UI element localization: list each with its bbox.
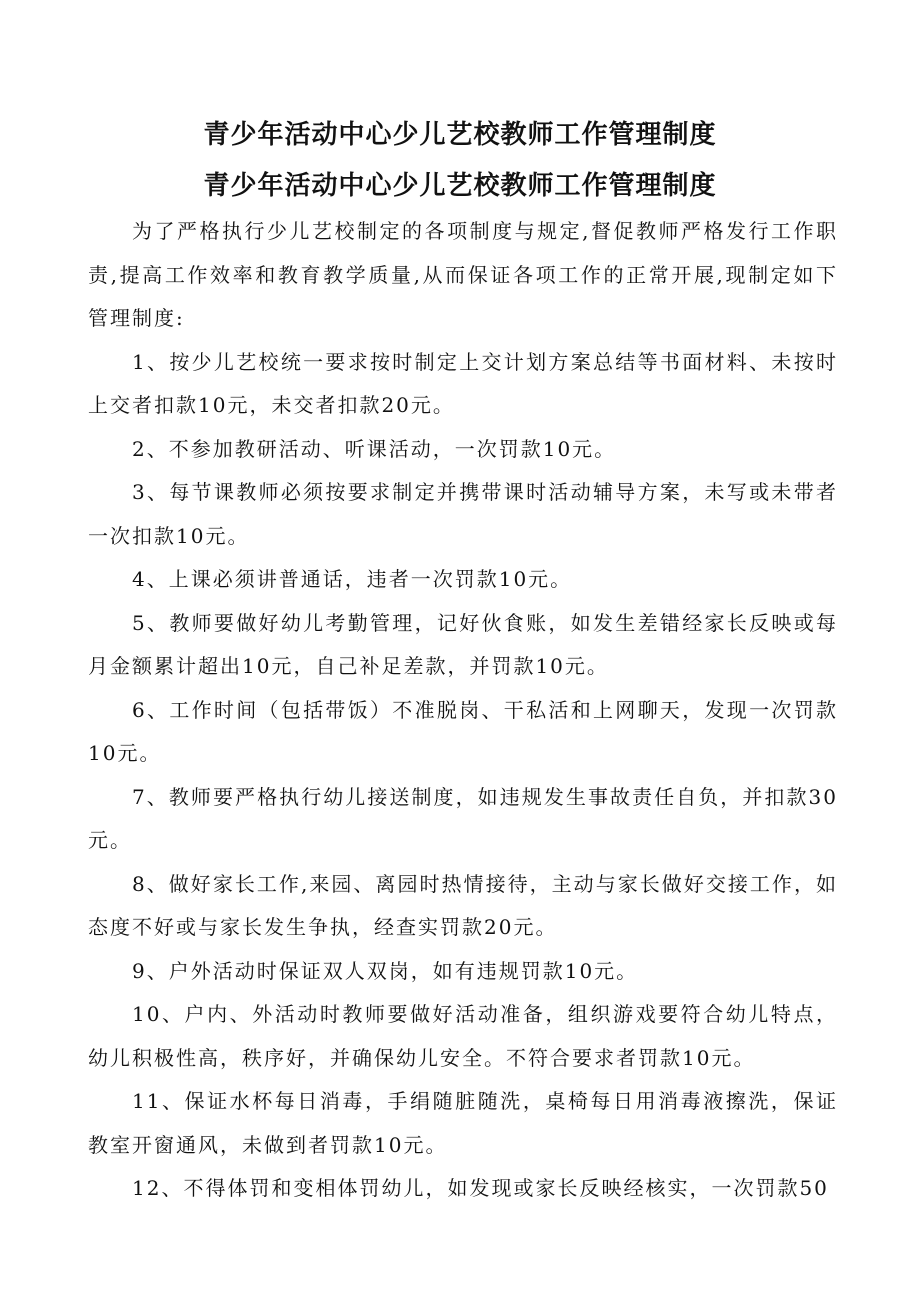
rule-item-8: 8、做好家长工作,来园、离园时热情接待，主动与家长做好交接工作，如态度不好或与家长发生争执，经查实罚款20元。 — [88, 871, 838, 939]
rule-item-2: 2、不参加教研活动、听课活动，一次罚款10元。 — [132, 436, 617, 461]
rule-item-6: 6、工作时间（包括带饭）不准脱岗、干私活和上网聊天，发现一次罚款10元。 — [88, 697, 838, 765]
rule-item-1: 1、按少儿艺校统一要求按时制定上交计划方案总结等书面材料、未按时上交者扣款10元，未交者扣款20元。 — [88, 349, 838, 417]
rule-item-9: 9、户外活动时保证双人双岗，如有违规罚款10元。 — [132, 958, 639, 983]
document-title-repeat: 青少年活动中心少儿艺校教师工作管理制度 — [203, 171, 717, 201]
rule-item-3: 3、每节课教师必须按要求制定并携带课时活动辅导方案，未写或未带者一次扣款10元。 — [88, 480, 838, 548]
intro-paragraph: 为了严格执行少儿艺校制定的各项制度与规定,督促教师严格发行工作职责,提高工作效率和教育教学质量,从而保证各项工作的正常开展,现制定如下管理制度: — [88, 219, 838, 330]
rule-item-4: 4、上课必须讲普通话，违者一次罚款10元。 — [132, 567, 573, 591]
rule-item-10: 10、户内、外活动时教师要做好活动准备，组织游戏要符合幼儿特点，幼儿积极性高，秩序好，并确保幼儿安全。不符合要求者罚款10元。 — [88, 1002, 838, 1070]
document-title: 青少年活动中心少儿艺校教师工作管理制度 — [203, 120, 717, 150]
rule-item-5: 5、教师要做好幼儿考勤管理，记好伙食账，如发生差错经家长反映或每月金额累计超出10元，自己补足差款，并罚款10元。 — [88, 610, 838, 678]
document-body — [88, 210, 838, 1211]
rule-item-7: 7、教师要严格执行幼儿接送制度，如违规发生事故责任自负，并扣款30元。 — [88, 784, 838, 852]
rule-item-11: 11、保证水杯每日消毒，手绢随脏随洗，桌椅每日用消毒液擦洗，保证教室开窗通风，未做到者罚款10元。 — [88, 1089, 838, 1157]
rule-item-12: 12、不得体罚和变相体罚幼儿，如发现或家长反映经核实，一次罚款50 — [132, 1176, 829, 1200]
